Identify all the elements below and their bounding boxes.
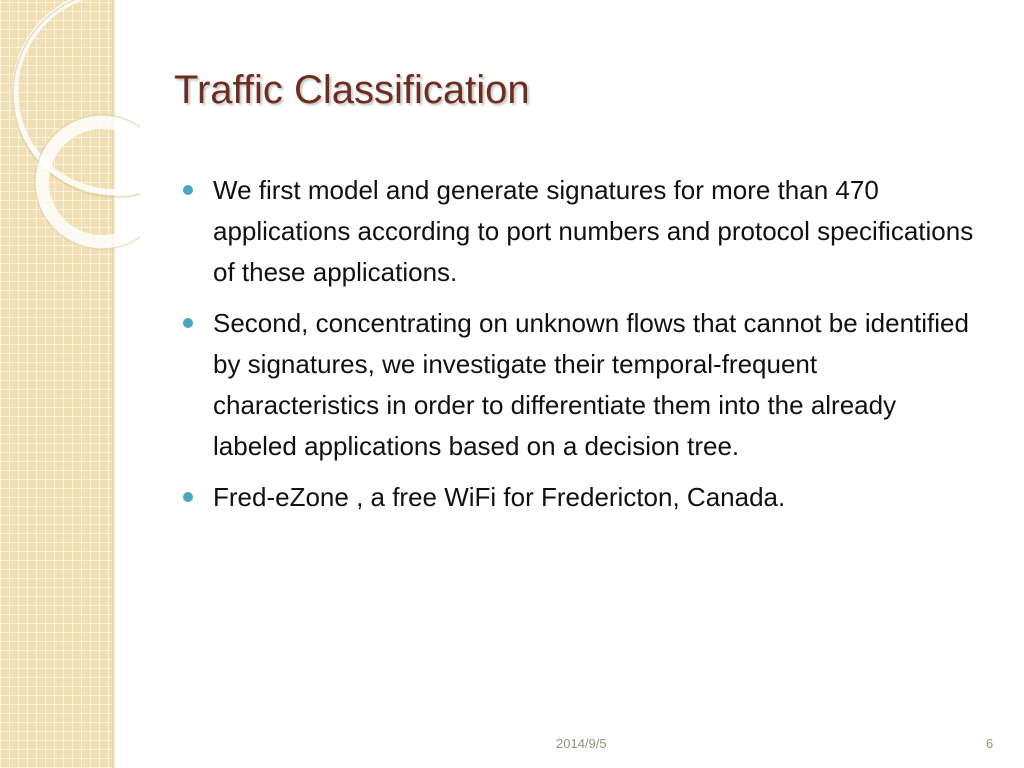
bullet-marker-icon <box>183 185 193 195</box>
bullet-marker-icon <box>183 318 193 328</box>
decorative-ring-large <box>15 0 140 192</box>
bullet-item <box>180 303 980 467</box>
bullet-text: We first model and generate signatures for more than 470 applications according to port numbers and protocol specifications of these applications. <box>213 175 974 287</box>
bullet-list <box>180 170 980 528</box>
slide-title: Traffic Classification <box>174 68 530 112</box>
bullet-text: Fred-eZone , a free WiFi for Fredericton, Canada. <box>213 482 786 512</box>
bullet-marker-icon <box>183 492 193 502</box>
bullet-item <box>180 170 980 293</box>
bullet-text: Second, concentrating on unknown flows that cannot be identified by signatures, we investigate their temporal-frequent characteristics in order to differentiate them into the already labeled applications based on a decision tree. <box>213 308 969 461</box>
footer-date: 2014/9/5 <box>556 736 607 751</box>
decorative-ring-small-shadow <box>35 115 140 249</box>
decorative-ring-large-shadow <box>13 0 140 197</box>
bullet-item <box>180 477 980 518</box>
footer-page-number: 6 <box>986 736 994 751</box>
decorative-rings <box>0 0 140 320</box>
decorative-ring-small <box>42 122 140 242</box>
